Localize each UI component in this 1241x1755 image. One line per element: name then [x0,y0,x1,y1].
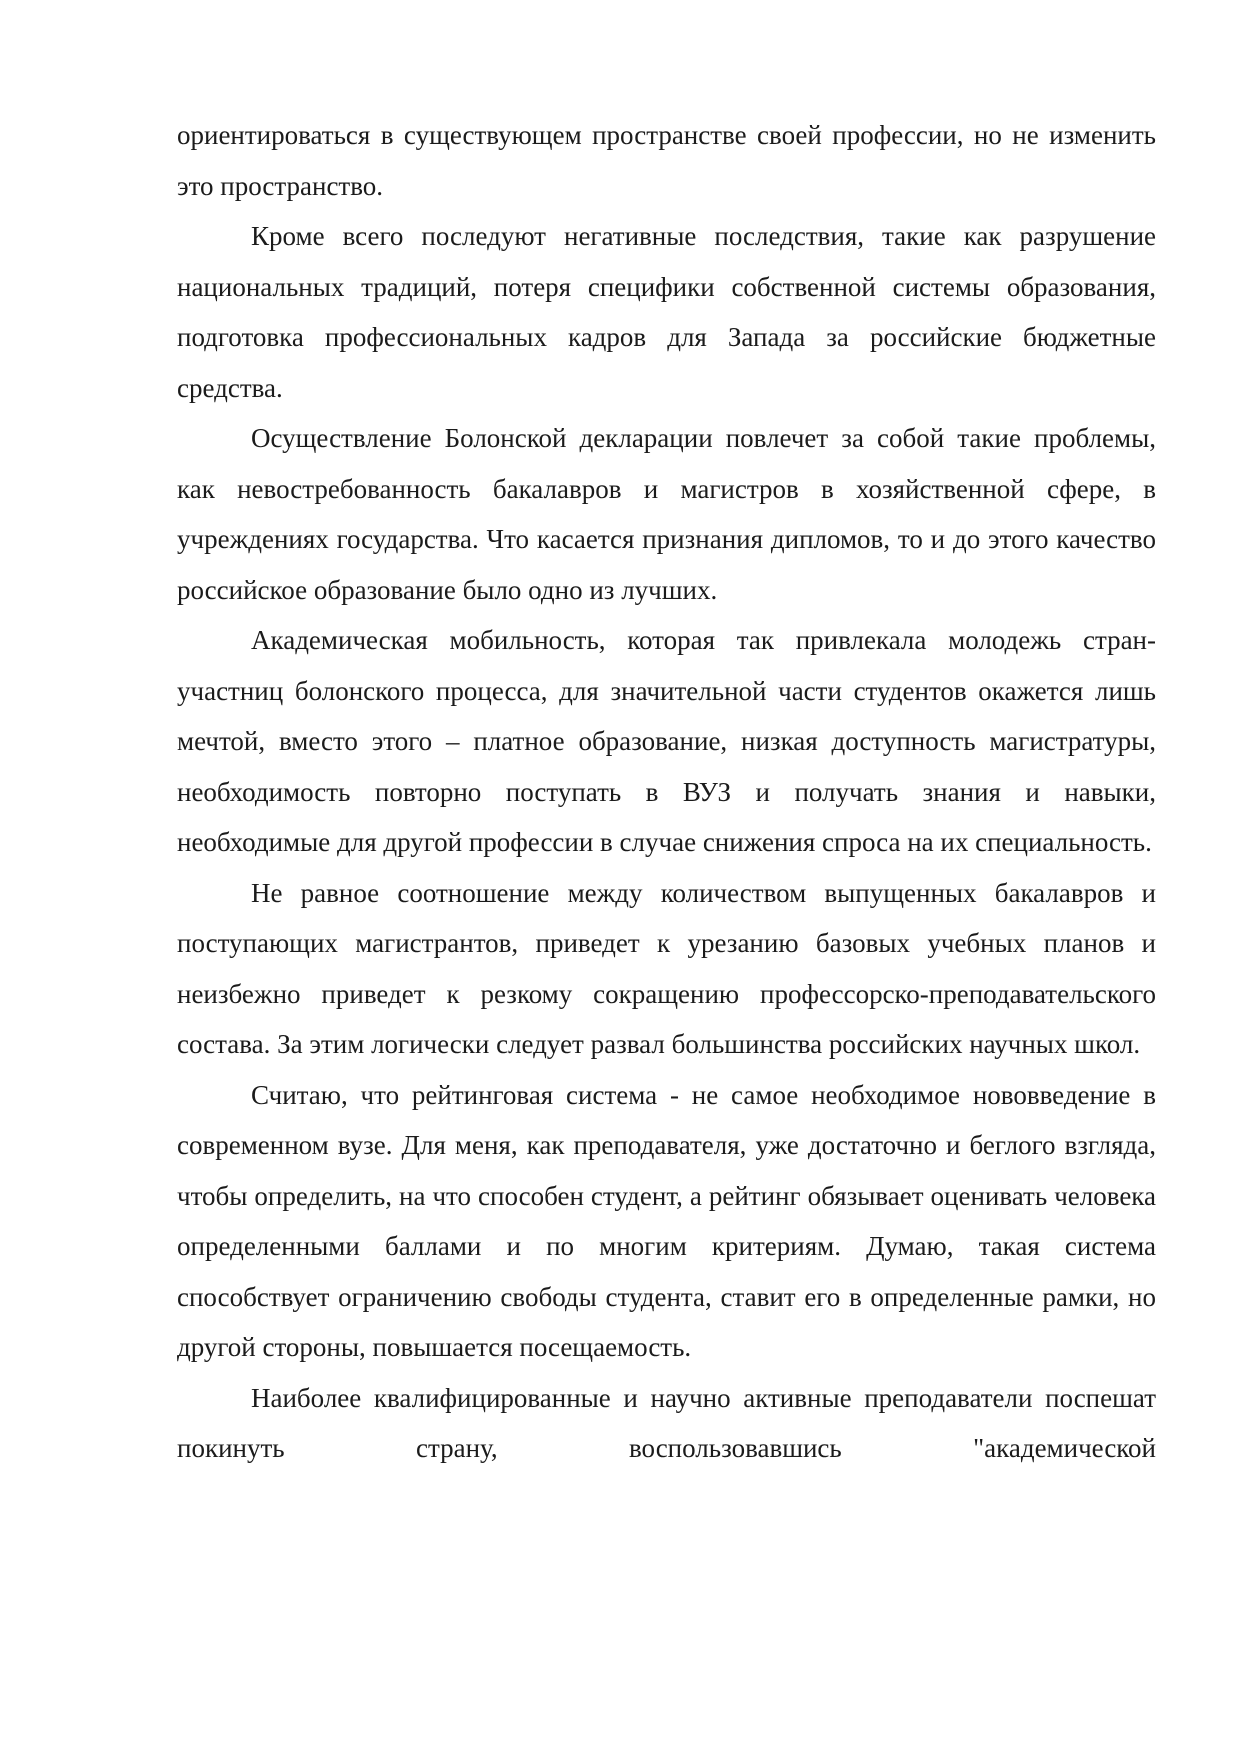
paragraph-2: Кроме всего последуют негативные последствия, такие как разрушение национальных традиций, потеря специфики собственной системы образования, подготовка профессиональных кадров для Запада за российские бюджетные средства. [177,221,1156,403]
paragraph-3: Осуществление Болонской декларации повлечет за собой такие проблемы, как невостребованность бакалавров и магистров в хозяйственной сфере, в учреждениях государства. Что касается признания дипломов, то и до этого качество российское образование было одно из лучших. [177,423,1156,605]
paragraph-6: Считаю, что рейтинговая система - не самое необходимое нововведение в современном вузе. Для меня, как преподавателя, уже достаточно и беглого взгляда, чтобы определить, на что способен студент, а рейтинг обязывает оценивать человека определенными баллами и по многим критериям. Думаю, такая система способствует ограничению свободы студента, ставит его в определенные рамки, но другой стороны, повышается посещаемость. [177,1079,1156,1362]
paragraph-7: Наиболее квалифицированные и научно активные преподаватели поспешат покинуть страну, воспользовавшись "академической [177,1382,1156,1463]
document-page [177,110,1156,1474]
paragraph-5: Не равное соотношение между количеством выпущенных бакалавров и поступающих магистрантов, приведет к урезанию базовых учебных планов и неизбежно приведет к резкому сокращению профессорско-преподавательского состава. За этим логически следует развал большинства российских научных школ. [177,877,1156,1059]
paragraph-4: Академическая мобильность, которая так привлекала молодежь стран-участниц болонского процесса, для значительной части студентов окажется лишь мечтой, вместо этого – платное образование, низкая доступность магистратуры, необходимость повторно поступать в ВУЗ и получать знания и навыки, необходимые для другой профессии в случае снижения спроса на их специальность. [177,625,1156,857]
paragraph-1: ориентироваться в существующем пространстве своей профессии, но не изменить это пространство. [177,120,1156,201]
